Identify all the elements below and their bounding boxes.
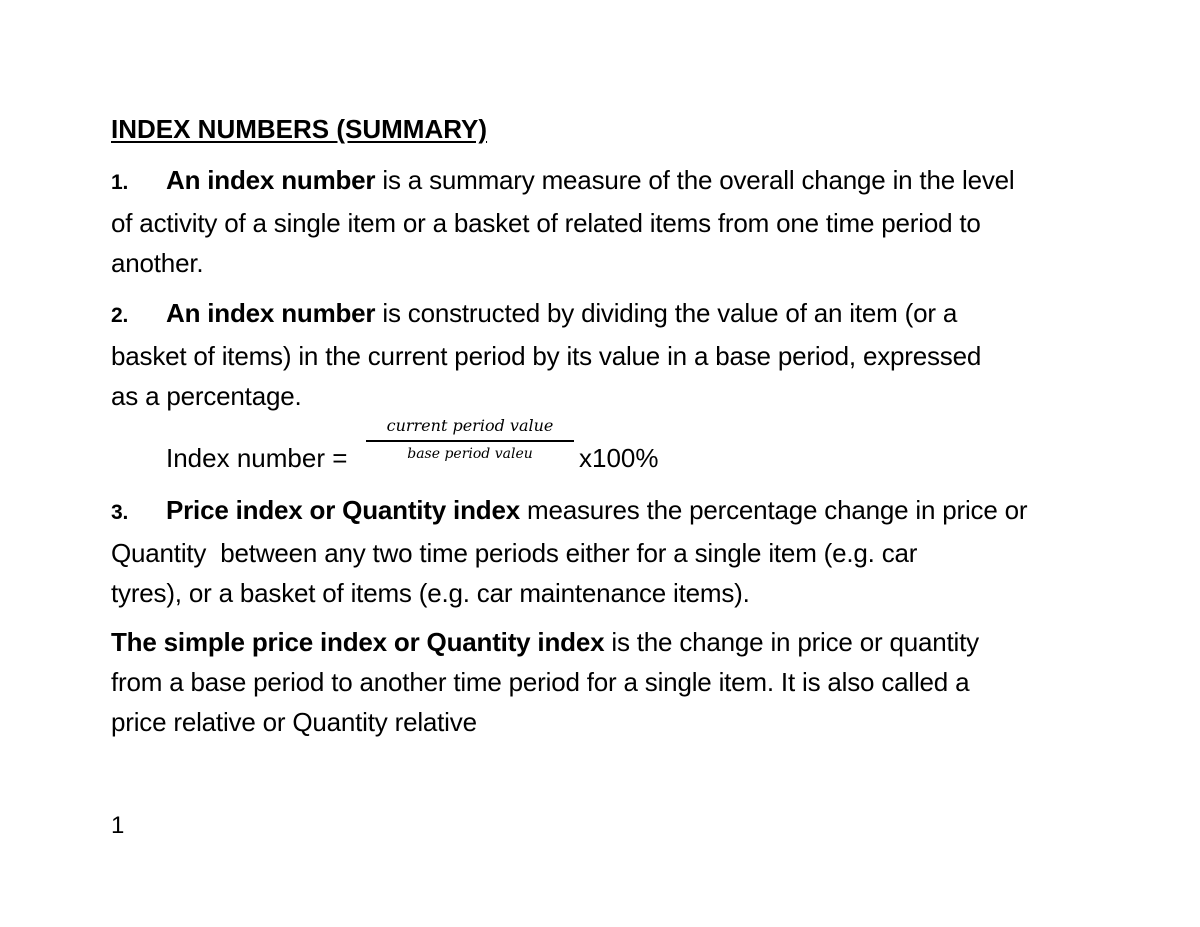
simple-index-paragraph — [111, 622, 1101, 742]
item-2-line-3: as a percentage. — [111, 381, 302, 411]
item-1-line-1 — [111, 160, 1101, 203]
simple-index-term: The simple price index or Quantity index — [111, 627, 605, 657]
item-2-line-2: basket of items) in the current period by its value in a base period, expressed — [111, 341, 982, 371]
item-3-term: Price index or Quantity index — [166, 495, 520, 525]
item-2-text: is constructed by dividing the value of an item (or a — [375, 298, 958, 328]
formula-numerator: current period value — [386, 416, 554, 435]
simple-index-text: is the change in price or quantity — [604, 627, 979, 657]
item-2-number: 2. — [111, 304, 129, 327]
item-2-line-1 — [111, 293, 1101, 336]
item-3-line-1 — [111, 490, 1101, 533]
item-3-paragraph — [111, 490, 1101, 613]
item-3-line-3: tyres), or a basket of items (e.g. car maintenance items). — [111, 578, 750, 608]
item-1-line-3: another. — [111, 248, 204, 278]
item-1-text: is a summary measure of the overall change in the level — [375, 165, 1015, 195]
item-1-number: 1. — [111, 171, 129, 194]
simple-index-line-2: from a base period to another time period for a single item. It is also called a — [111, 667, 970, 697]
formula-denominator: base period valeu — [407, 446, 533, 462]
simple-index-line-1 — [111, 622, 1101, 662]
item-1-line-2: of activity of a single item or a basket of related items from one time period to — [111, 208, 981, 238]
document-title: INDEX NUMBERS (SUMMARY) — [111, 114, 488, 144]
page-number: 1 — [111, 812, 125, 839]
simple-index-line-3: price relative or Quantity relative — [111, 707, 477, 737]
item-3-number: 3. — [111, 501, 129, 524]
item-1-paragraph — [111, 160, 1101, 283]
item-3-text: measures the percentage change in price or — [519, 495, 1028, 525]
formula-fraction — [366, 412, 574, 466]
formula-multiplier: x100% — [579, 443, 659, 473]
item-2-term: An index number — [166, 298, 376, 328]
item-2-paragraph — [111, 293, 1101, 416]
formula-label: Index number = — [166, 443, 348, 473]
item-1-term: An index number — [166, 165, 376, 195]
item-3-line-2: Quantity between any two time periods either for a single item (e.g. car — [111, 538, 918, 568]
